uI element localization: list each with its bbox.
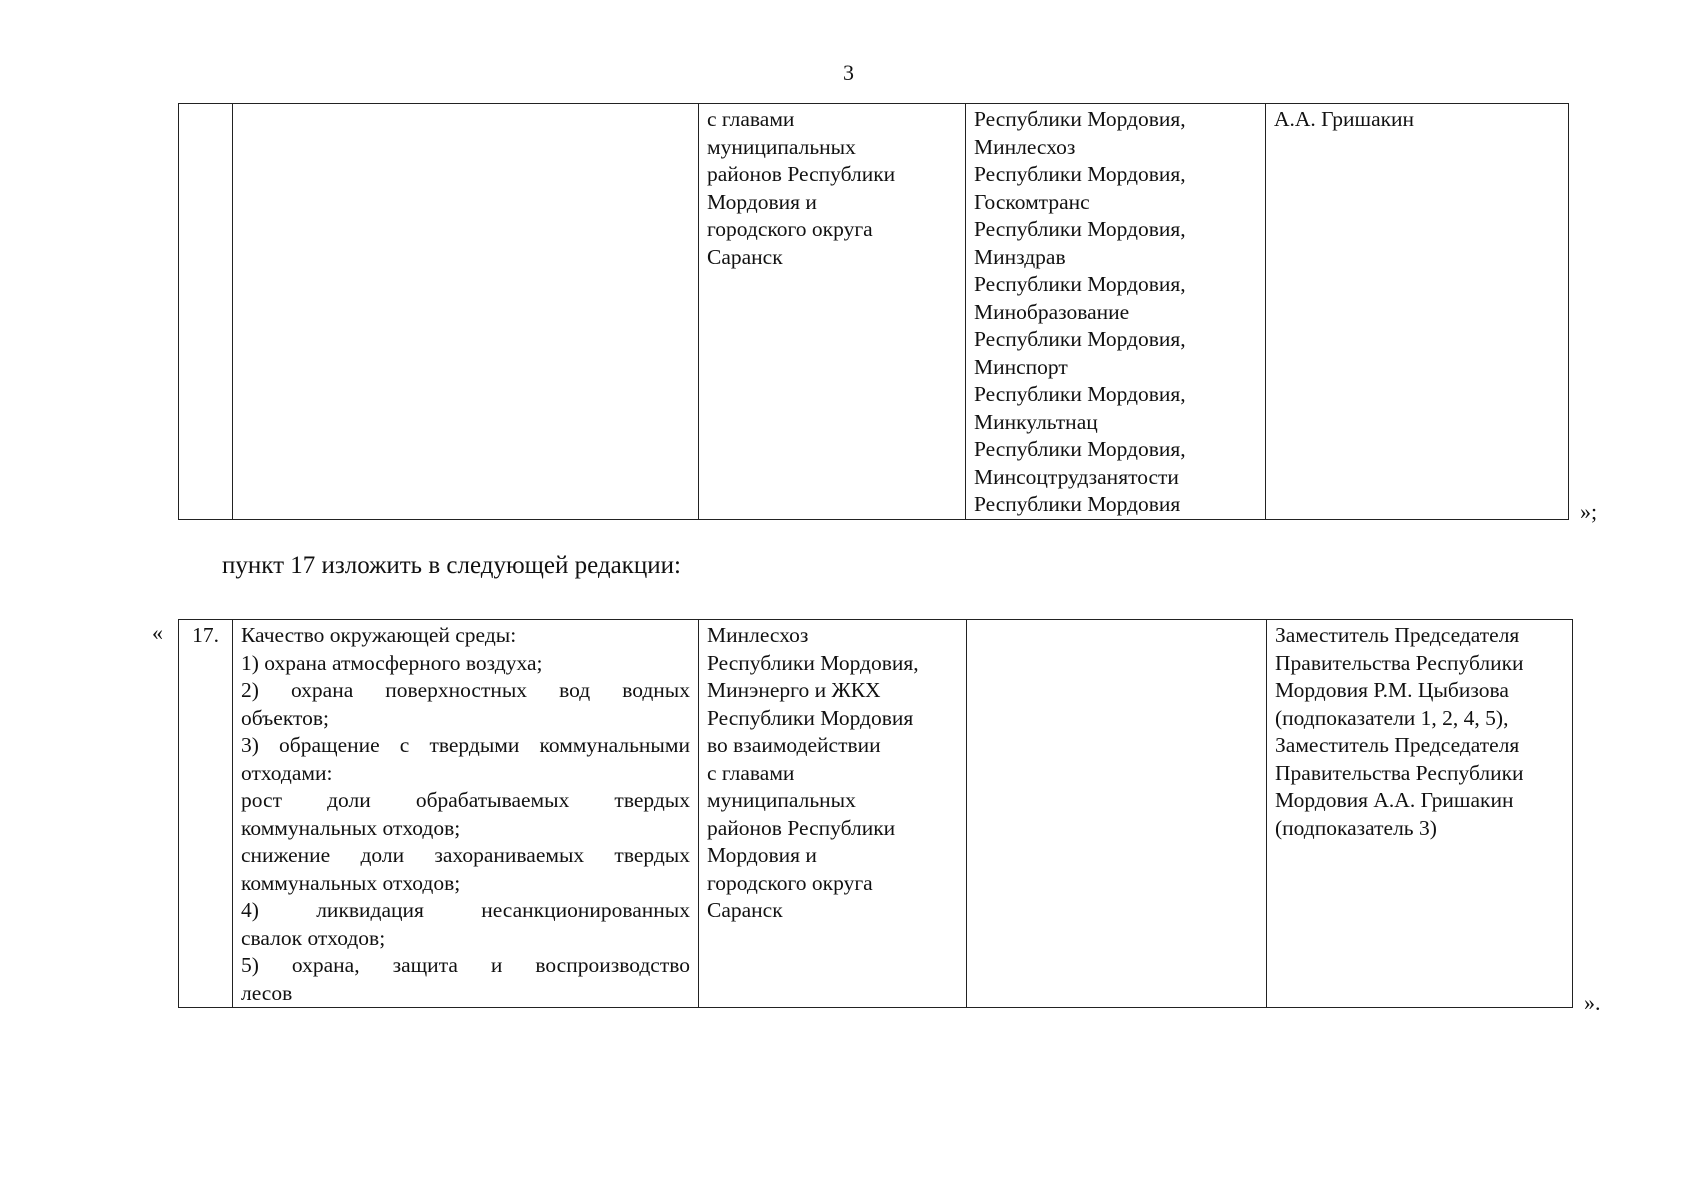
cell-text-line: Саранск — [707, 244, 783, 269]
cell-text-line: отходами: — [241, 760, 333, 785]
cell-text-line: Саранск — [707, 898, 783, 922]
co-executors-cell — [967, 620, 1267, 1008]
cell-text-line: 1) охрана атмосферного воздуха; — [241, 650, 543, 675]
indicator-cell — [233, 620, 699, 1008]
cell-text-line: Качество окружающей среды: — [241, 623, 517, 647]
page-number: 3 — [843, 60, 854, 85]
cell-text-line: Минсоцтрудзанятости — [974, 464, 1179, 489]
cell-text-line: Заместитель Председателя — [1275, 733, 1520, 757]
cell-text-line: коммунальных отходов; — [241, 815, 461, 840]
cell-text-line: Мордовия и — [707, 189, 817, 214]
cell-text-line: Республики Мордовия, — [974, 162, 1186, 186]
cell-text-line: свалок отходов; — [241, 925, 386, 950]
table-row — [179, 104, 1569, 520]
cell-text-line: Республики Мордовия, — [974, 382, 1186, 406]
cell-text-line: объектов; — [241, 705, 329, 730]
cell-text-line: Минспорт — [974, 354, 1068, 379]
cell-text-line: городского округа — [707, 870, 873, 895]
cell-text-line: Мордовия Р.М. Цыбизова — [1275, 678, 1509, 702]
cell-text-line: Правительства Республики — [1275, 650, 1524, 675]
instruction-paragraph: пункт 17 изложить в следующей редакции: — [222, 552, 681, 579]
table-item-17 — [178, 619, 1573, 1008]
cell-text-line: Госкомтранс — [974, 189, 1090, 214]
cell-text-line: во взаимодействии — [707, 733, 881, 757]
cell-text-line: Республики Мордовия, — [974, 107, 1186, 131]
cell-text-line: 5) охрана, защита и воспроизводство — [241, 953, 690, 977]
responsible-executors-cell — [699, 104, 966, 520]
number-cell — [179, 104, 233, 520]
cell-text-line: Мордовия и — [707, 843, 817, 867]
cell-text-line: 4) ликвидация несанкционированных — [241, 898, 690, 922]
cell-text-line: (подпоказатель 3) — [1275, 815, 1437, 840]
cell-text-line: 3) обращение с твердыми коммунальными — [241, 733, 690, 757]
cell-text-line: рост доли обрабатываемых твердых — [241, 788, 690, 812]
cell-text-line: Минлесхоз — [707, 623, 809, 647]
number-cell: 17. — [179, 620, 233, 1008]
closing-quote-2: ». — [1584, 990, 1601, 1015]
cell-text-line: Республики Мордовия — [707, 705, 914, 730]
cell-text-line: Минлесхоз — [974, 134, 1076, 159]
cell-text-line: Республики Мордовия — [974, 492, 1181, 516]
cell-text-line: А.А. Гришакин — [1274, 107, 1415, 131]
cell-text-line: Правительства Республики — [1275, 760, 1524, 785]
cell-text-line: районов Республики — [707, 815, 896, 840]
table-row — [179, 620, 1573, 1008]
co-executors-cell — [966, 104, 1266, 520]
cell-text-line: с главами — [707, 760, 795, 785]
cell-text-line: Мордовия А.А. Гришакин — [1275, 788, 1514, 812]
cell-text-line: Минздрав — [974, 244, 1066, 269]
cell-text-line: Заместитель Председателя — [1275, 623, 1520, 647]
cell-text-line: лесов — [241, 980, 293, 1005]
responsible-executors-cell — [699, 620, 967, 1008]
cell-text-line: Республики Мордовия, — [974, 217, 1186, 241]
cell-text-line: Республики Мордовия, — [707, 650, 919, 675]
cell-text-line: муниципальных — [707, 788, 856, 812]
table-continuation — [178, 103, 1569, 520]
cell-text-line: с главами — [707, 107, 795, 131]
opening-quote-2: « — [152, 620, 163, 645]
cell-text-line: Минэнерго и ЖКХ — [707, 678, 881, 702]
cell-text-line: районов Республики — [707, 162, 896, 186]
curator-cell — [1266, 104, 1569, 520]
cell-text-line: Республики Мордовия, — [974, 437, 1186, 461]
cell-text-line: городского округа — [707, 217, 873, 241]
cell-text-line: снижение доли захораниваемых твердых — [241, 843, 690, 867]
cell-text-line: (подпоказатели 1, 2, 4, 5), — [1275, 705, 1509, 730]
cell-text-line: муниципальных — [707, 134, 856, 159]
indicator-cell — [233, 104, 699, 520]
cell-text-line: Республики Мордовия, — [974, 272, 1186, 296]
closing-quote-1: »; — [1580, 499, 1598, 524]
curator-cell — [1267, 620, 1573, 1008]
cell-text-line: коммунальных отходов; — [241, 870, 461, 895]
cell-text-line: 2) охрана поверхностных вод водных — [241, 678, 690, 702]
cell-text-line: Минкультнац — [974, 409, 1098, 434]
cell-text-line: Республики Мордовия, — [974, 327, 1186, 351]
cell-text-line: Минобразование — [974, 299, 1130, 324]
